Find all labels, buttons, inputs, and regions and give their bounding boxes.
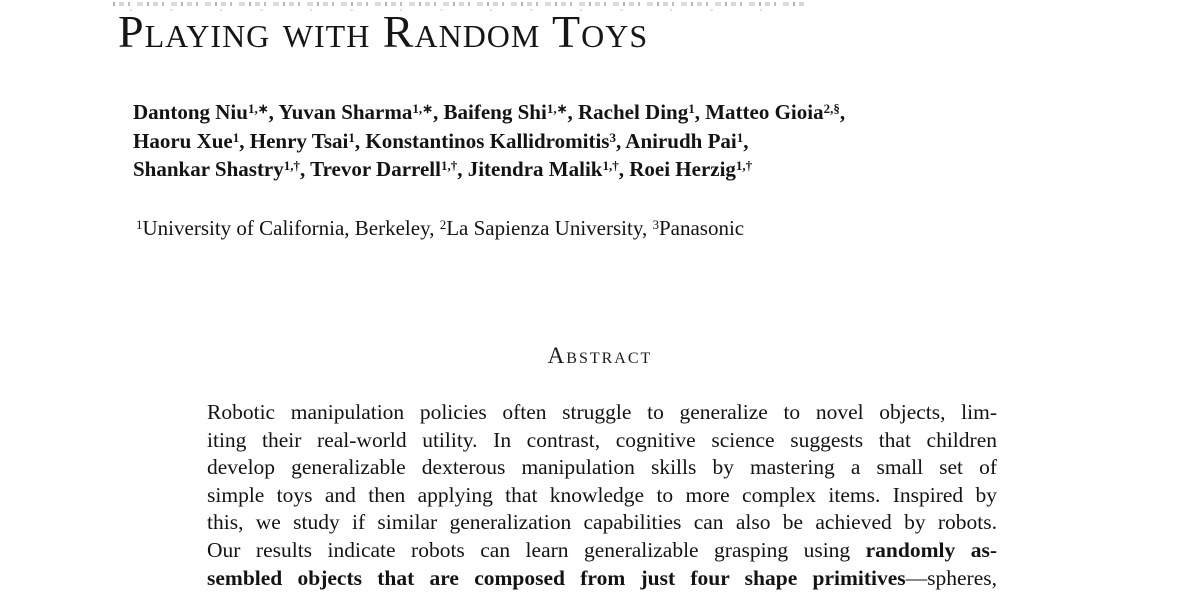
affiliation-superscript: 3 — [652, 217, 659, 233]
abstract-line — [207, 509, 997, 537]
author-separator: , — [239, 128, 250, 153]
author-superscript: 1 — [736, 129, 744, 145]
author-separator: , — [694, 100, 706, 124]
author-separator: , — [433, 100, 444, 124]
authors-block — [133, 98, 845, 184]
author-name: Matteo Gioia — [705, 100, 824, 124]
author-superscript: 1,† — [735, 158, 753, 174]
affiliation-text: La Sapienza University, — [446, 216, 653, 240]
abstract-text-segment: simple toys and then applying that knowledge to more complex items. Inspired by — [207, 482, 997, 507]
abstract-heading: Abstract — [547, 343, 653, 368]
affiliation-superscript: 2 — [439, 217, 447, 233]
author-separator: , — [567, 100, 578, 124]
author-superscript: 1 — [688, 101, 695, 117]
author-superscript: 3 — [609, 129, 616, 145]
author-line-1 — [133, 98, 845, 127]
abstract-bold-segment: randomly as- — [865, 537, 997, 562]
author-name: Dantong Niu — [133, 100, 248, 124]
author-superscript: 1,∗ — [546, 101, 568, 117]
abstract-line — [207, 482, 997, 510]
author-name: Jitendra Malik — [467, 157, 603, 181]
abstract-line — [207, 399, 997, 427]
abstract-paragraph — [207, 399, 997, 592]
abstract-text-segment: iting their real-world utility. In contrast, cognitive science suggests that children — [207, 427, 997, 452]
author-name: Yuvan Sharma — [278, 100, 413, 124]
author-separator: , — [268, 100, 279, 124]
abstract-text-segment: Robotic manipulation policies often struggle to generalize to novel objects, lim- — [207, 400, 997, 424]
author-name: Konstantinos Kallidromitis — [365, 128, 610, 153]
affiliation-superscript: 1 — [136, 217, 143, 233]
author-name: Rachel Ding — [577, 100, 689, 124]
author-separator: , — [743, 128, 749, 153]
author-separator: , — [354, 128, 366, 153]
abstract-line — [207, 565, 997, 593]
author-superscript: 1 — [232, 129, 240, 145]
author-superscript: 1,∗ — [412, 101, 434, 117]
author-superscript: 1,† — [283, 158, 301, 174]
affiliation-text: Panasonic — [658, 216, 745, 240]
author-name: Anirudh Pai — [625, 128, 737, 153]
author-superscript: 1,† — [602, 158, 619, 174]
affiliations-line — [136, 214, 744, 242]
author-separator: , — [618, 157, 630, 181]
affiliation-text: University of California, Berkeley, — [142, 216, 440, 240]
author-name: Baifeng Shi — [443, 100, 547, 124]
abstract-text-segment: Our results indicate robots can learn generalizable grasping using — [207, 537, 866, 562]
author-separator: , — [615, 128, 626, 153]
abstract-text-segment: develop generalizable dexterous manipulation skills by mastering a small set of — [207, 455, 997, 480]
author-name: Haoru Xue — [133, 128, 233, 153]
author-name: Roei Herzig — [629, 157, 736, 181]
abstract-line — [207, 427, 997, 455]
author-superscript: 1,† — [440, 158, 458, 174]
abstract-line — [207, 454, 997, 482]
author-name: Henry Tsai — [249, 128, 349, 153]
author-line-2 — [133, 127, 845, 156]
author-line-3 — [133, 155, 845, 184]
author-separator: , — [839, 100, 846, 124]
author-superscript: 2,§ — [823, 101, 840, 117]
abstract-line — [207, 537, 997, 565]
author-name: Shankar Shastry — [133, 157, 284, 181]
author-separator: , — [457, 157, 468, 181]
author-name: Trevor Darrell — [310, 157, 441, 181]
author-separator: , — [300, 157, 311, 181]
paper-title: Playing with Random Toys — [118, 6, 649, 57]
author-superscript: 1 — [348, 129, 355, 145]
abstract-bold-segment: sembled objects that are composed from just four shape primitives — [207, 565, 906, 590]
author-superscript: 1,∗ — [247, 101, 269, 117]
abstract-text-segment: —spheres, — [905, 565, 997, 590]
abstract-text-segment: this, we study if similar generalization capabilities can also be achieved by robots. — [207, 510, 997, 535]
